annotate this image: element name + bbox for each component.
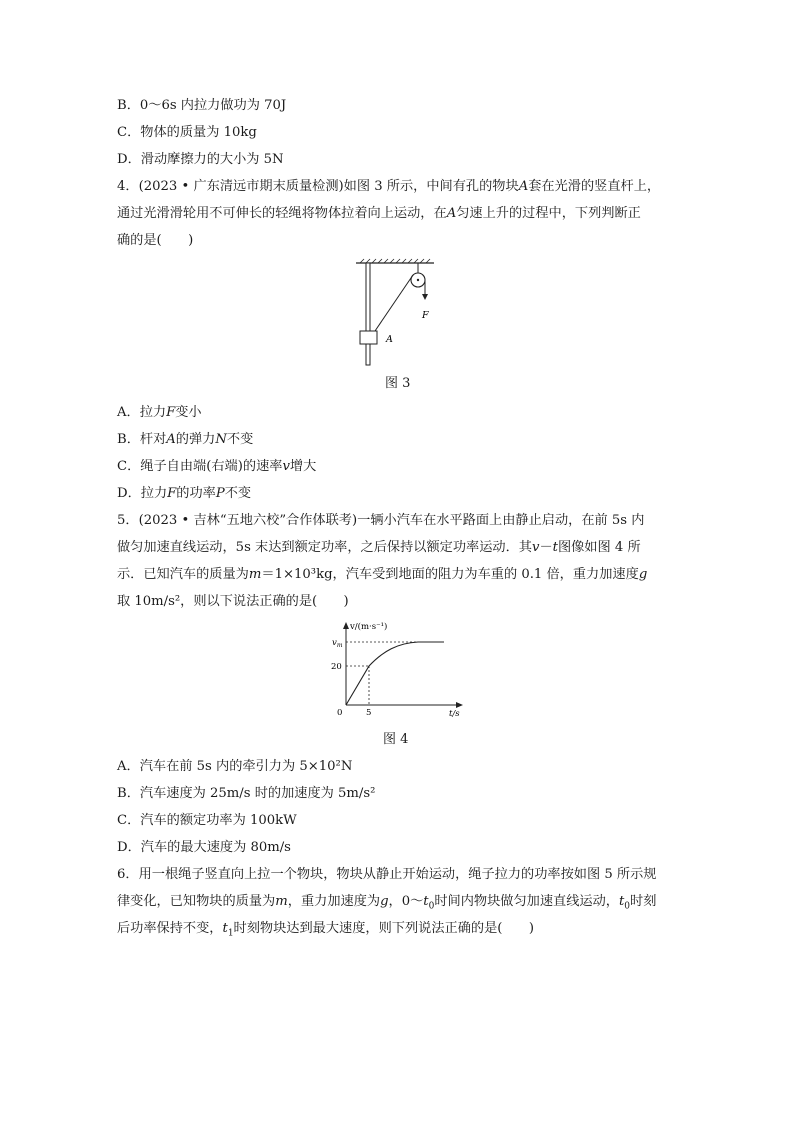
x-tick-5: 5	[366, 708, 372, 718]
block-a	[360, 331, 377, 344]
y-tick-20: 20	[331, 662, 342, 672]
q4-stem-line2: 通过光滑滑轮用不可伸长的轻绳将物体拉着向上运动，在A匀速上升的过程中，下列判断正	[117, 206, 641, 221]
x-axis-label: t/s	[449, 709, 460, 719]
origin-label: 0	[337, 708, 343, 718]
q3-option-d: D．滑动摩擦力的大小为 5N	[117, 152, 284, 167]
label-f: F	[422, 310, 429, 321]
vm-label: $v_m$	[332, 638, 343, 649]
vertical-rod	[366, 263, 370, 365]
force-arrow	[422, 294, 428, 300]
q4-figure-pulley	[350, 258, 440, 368]
vt-curve	[346, 642, 444, 705]
q5-option-d: D．汽车的最大速度为 80m/s	[117, 840, 291, 855]
q3-option-b: B．0～6s 内拉力做功为 70J	[117, 98, 287, 113]
q6-line3: 后功率保持不变，$t_1$时刻物块达到最大速度，则下列说法正确的是( )	[117, 921, 534, 939]
rope	[375, 275, 413, 331]
q5-stem-line2: 做匀加速直线运动，5s 末达到额定功率，之后保持以额定功率运动．其v－t图像如图 4 所	[117, 540, 641, 555]
q4-stem-line1: 4．(2023 • 广东清远市期末质量检测)如图 3 所示，中间有孔的物块A套在光滑的竖直杆上，	[117, 179, 661, 194]
q4-stem-line3: 确的是( )	[117, 233, 194, 248]
q4-option-a: A．拉力F变小	[117, 405, 202, 420]
q4-option-d: D．拉力F的功率P不变	[117, 486, 252, 501]
q5-stem-line3: 示．已知汽车的质量为m＝1×10³kg，汽车受到地面的阻力为车重的 0.1 倍，重力加速度g	[117, 567, 648, 582]
q3-option-c: C．物体的质量为 10kg	[117, 125, 257, 140]
q6-line2: 律变化，已知物块的质量为m，重力加速度为g，$0\sim t_0$时间内物块做匀加速直线运动，$t_0$时刻	[117, 894, 657, 912]
y-axis-label: v/(m·s⁻¹)	[350, 622, 388, 632]
figure-4-caption: 图 4	[383, 732, 409, 747]
q5-option-b: B．汽车速度为 25m/s 时的加速度为 5m/s²	[117, 786, 376, 801]
label-a: A	[386, 334, 393, 345]
q4-option-b: B．杆对A的弹力N不变	[117, 432, 254, 447]
q5-option-a: A．汽车在前 5s 内的牵引力为 5×10²N	[117, 759, 353, 774]
q4-option-c: C．绳子自由端(右端)的速率v增大	[117, 459, 317, 474]
figure-3-caption: 图 3	[385, 376, 411, 391]
q5-stem-line4: 取 10m/s²，则以下说法正确的是( )	[117, 594, 349, 609]
q6-line1: 6．用一根绳子竖直向上拉一个物块，物块从静止开始运动，绳子拉力的功率按如图 5 所示规	[117, 867, 657, 882]
q5-figure-vt-graph	[318, 617, 468, 722]
q5-option-c: C．汽车的额定功率为 100kW	[117, 813, 297, 828]
q5-stem-line1: 5．(2023 • 吉林“五地六校”合作体联考)一辆小汽车在水平路面上由静止启动，在前 5s 内	[117, 513, 645, 528]
